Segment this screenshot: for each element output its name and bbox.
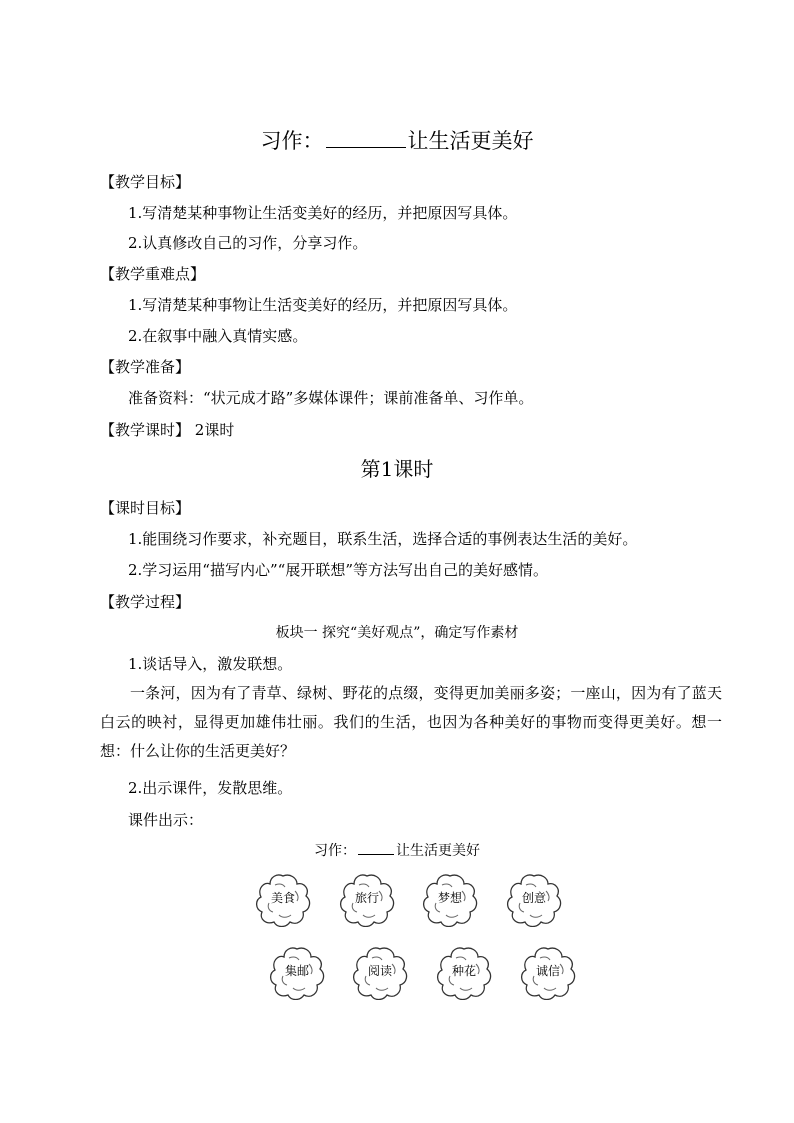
flower-yuedu (352, 944, 408, 1000)
section-title: 板块一 探究“美好观点”，确定写作素材 (275, 625, 519, 641)
courseware-label: 课件出示： (128, 811, 204, 829)
goals-item-1: 1.写清楚某种事物让生活变美好的经历，并把原因写具体。 (128, 204, 518, 222)
flower-chuangyi (506, 871, 562, 927)
flower-label: 梦想 (437, 891, 462, 905)
hours-line (100, 420, 234, 440)
title-prefix: 习作： (260, 129, 324, 153)
lesson-goals-item-2: 2.学习运用“描写内心”“展开联想”等方法写出自己的美好感情。 (128, 561, 548, 579)
slide-title-prefix: 习作： (314, 843, 356, 859)
flower-jiyou (269, 944, 325, 1000)
flower-label: 旅行 (354, 891, 379, 905)
preparation-text: 准备资料：“状元成才路”多媒体课件；课前准备单、习作单。 (128, 389, 534, 407)
hours-heading: 【教学课时】 (100, 421, 191, 439)
lesson-title: 第1课时 (360, 457, 434, 481)
flower-meishi (255, 871, 311, 927)
flower-label: 种花 (451, 964, 476, 978)
intro-paragraph: 一条河，因为有了青草、绿树、野花的点缀，变得更加美丽多姿；一座山，因为有了蓝天白云的映衬，显得更加雄伟壮丽。我们的生活，也因为各种美好的事物而变得更美好。想一想：什么让你的生活更美好？ (100, 684, 722, 760)
flower-label: 创意 (521, 891, 546, 905)
preparation-heading: 【教学准备】 (100, 358, 191, 376)
flower-label: 诚信 (535, 964, 560, 978)
flower-label: 美食 (270, 891, 295, 905)
hours-value: 2课时 (194, 421, 235, 439)
title-suffix: 让生活更美好 (407, 129, 534, 153)
lesson-goals-heading: 【课时目标】 (100, 499, 191, 517)
difficulties-item-2: 2.在叙事中融入真情实感。 (128, 327, 308, 345)
step-1: 1.谈话导入，激发联想。 (128, 655, 293, 673)
slide-title (0, 840, 794, 861)
flower-lvxing (339, 871, 395, 927)
flower-chengxin (520, 944, 576, 1000)
flower-zhonghua (436, 944, 492, 1000)
flower-label: 阅读 (367, 964, 392, 978)
title-blank (326, 129, 406, 148)
goals-item-2: 2.认真修改自己的习作，分享习作。 (128, 234, 368, 252)
difficulties-item-1: 1.写清楚某种事物让生活变美好的经历，并把原因写具体。 (128, 296, 518, 314)
slide-title-suffix: 让生活更美好 (396, 843, 480, 859)
slide-title-blank (358, 840, 394, 855)
page-title (0, 127, 794, 155)
difficulties-heading: 【教学重难点】 (100, 265, 206, 283)
lesson-goals-item-1: 1.能围绕习作要求，补充题目，联系生活，选择合适的事例表达生活的美好。 (128, 530, 638, 548)
flower-mengxiang (422, 871, 478, 927)
goals-heading: 【教学目标】 (100, 173, 191, 191)
process-heading: 【教学过程】 (100, 593, 191, 611)
flower-label: 集邮 (284, 964, 309, 978)
step-2: 2.出示课件，发散思维。 (128, 779, 293, 797)
